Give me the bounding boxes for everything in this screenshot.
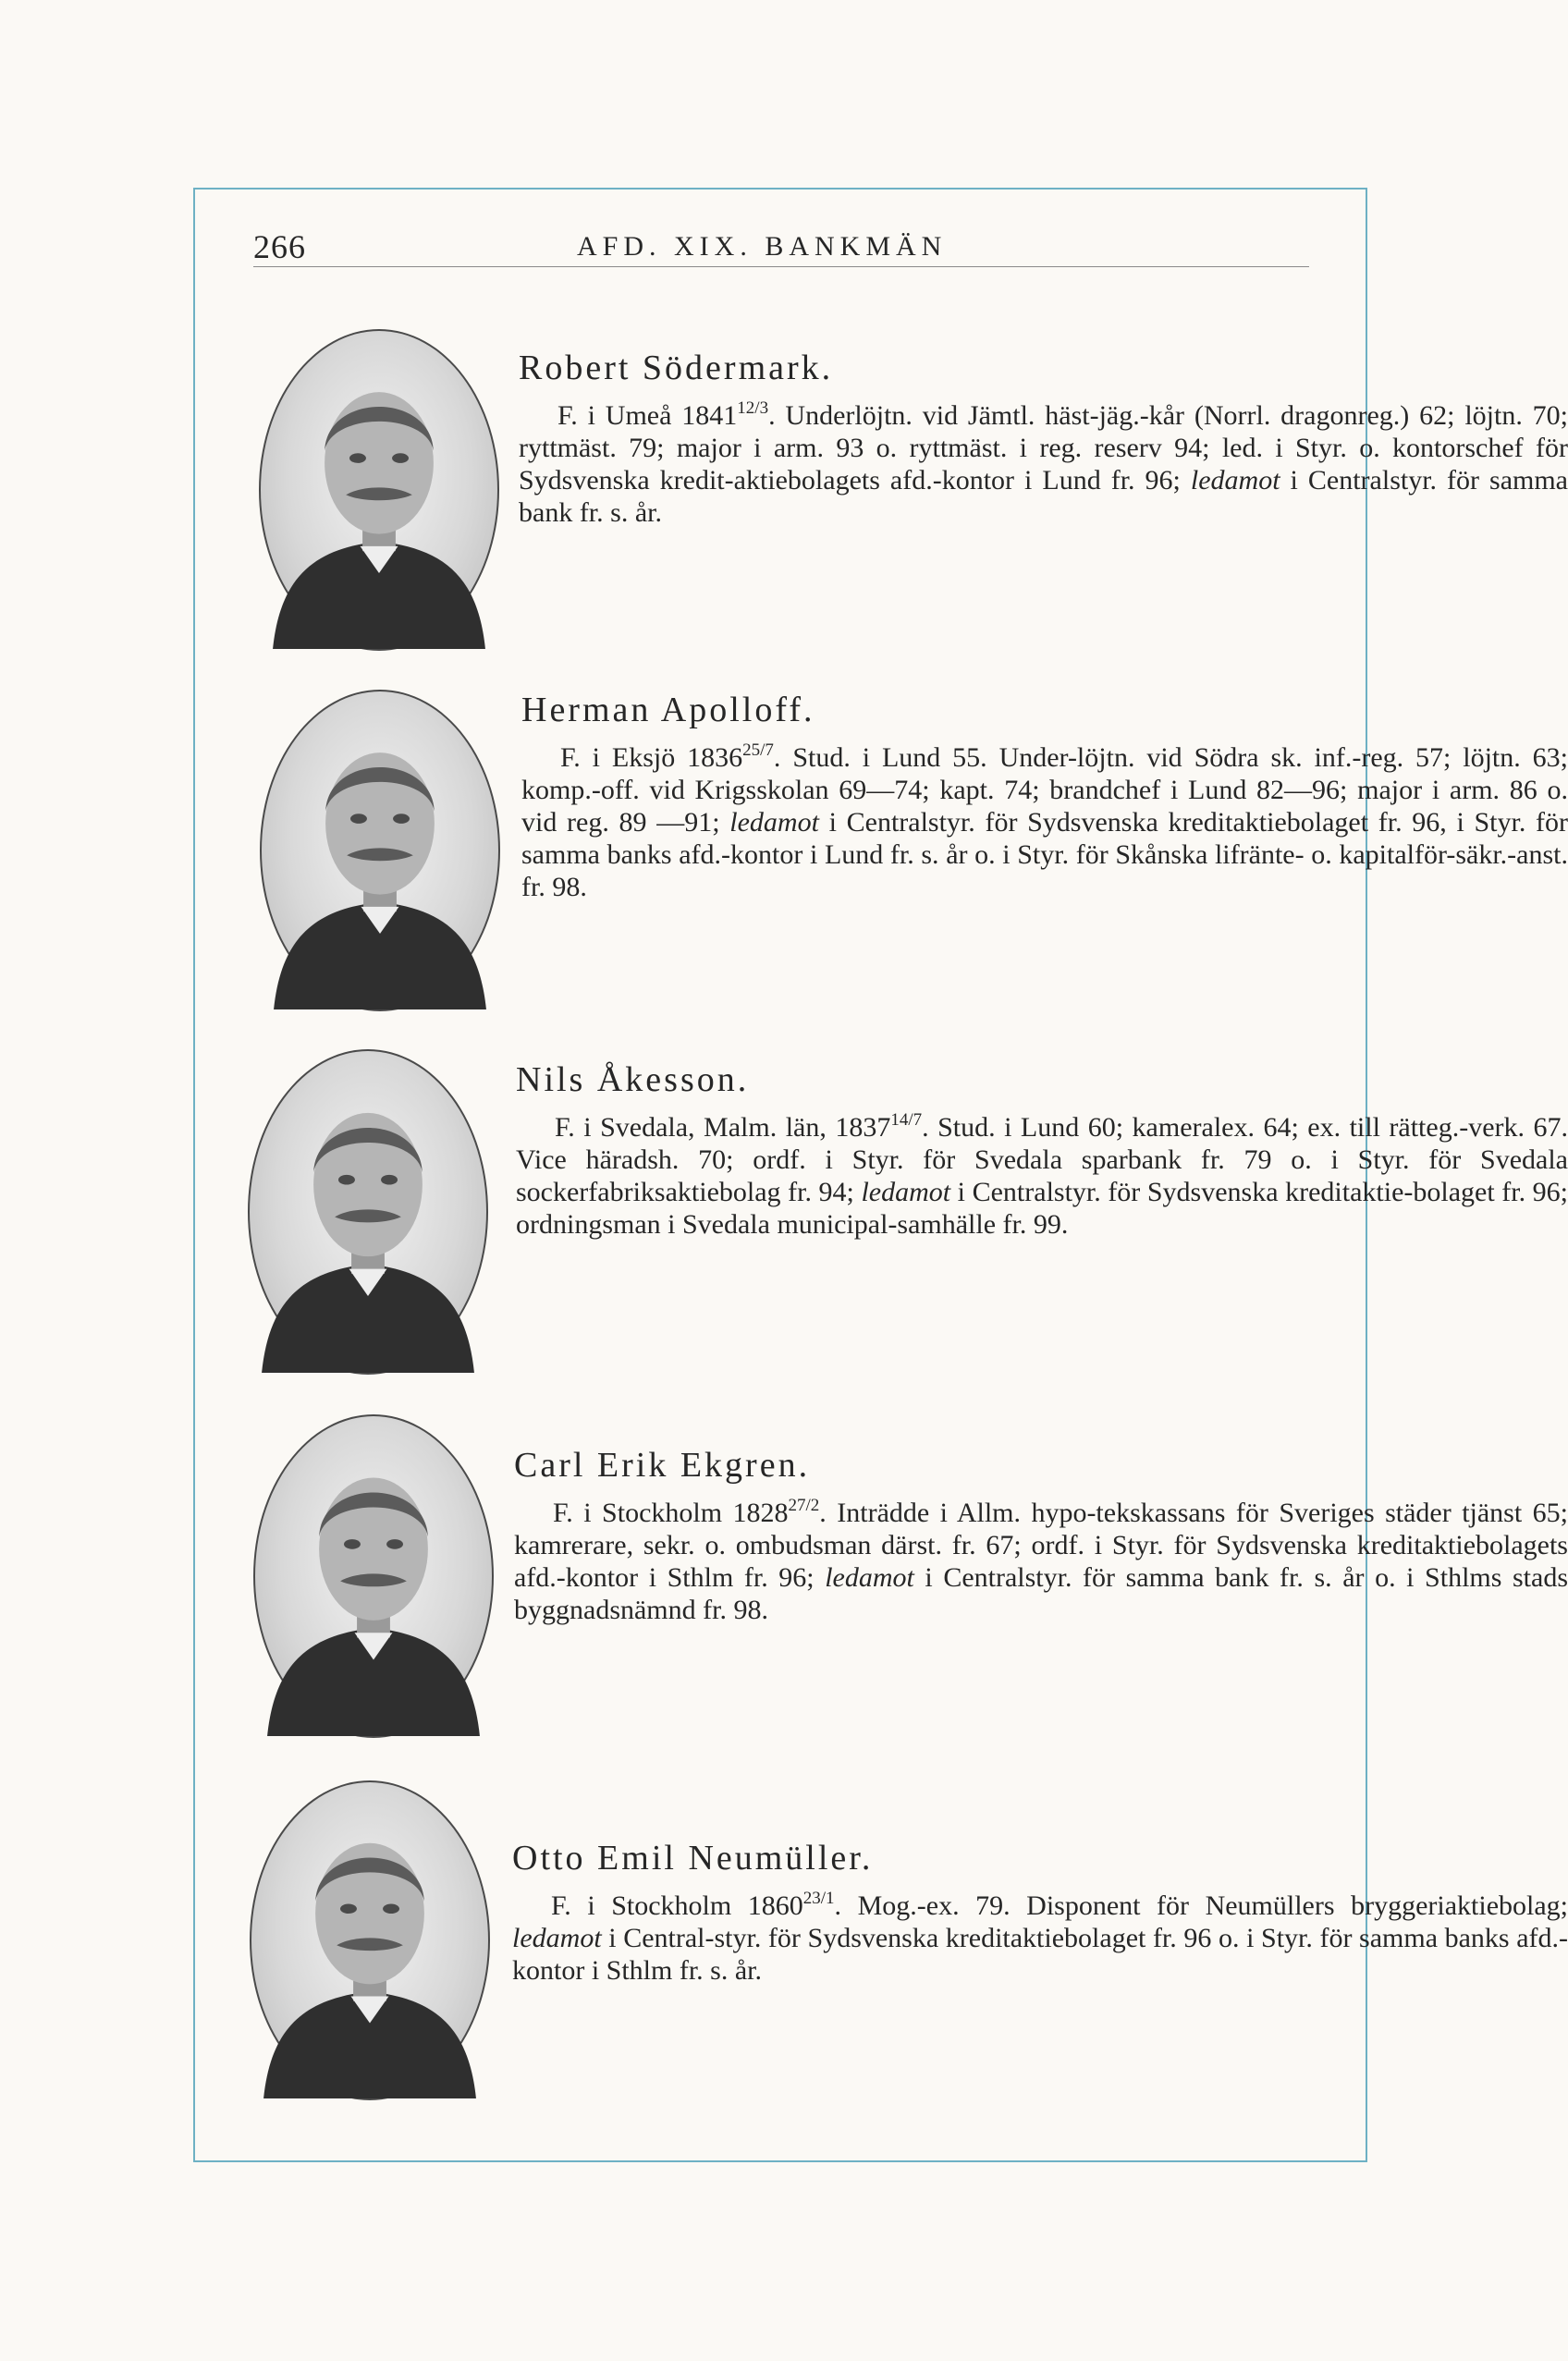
portrait-photo — [253, 1414, 494, 1738]
portrait-photo — [250, 1780, 490, 2100]
portrait-photo — [259, 329, 499, 651]
person-name: Carl Erik Ekgren. — [514, 1446, 811, 1485]
section-title: AFD. XIX. BANKMÄN — [577, 231, 948, 262]
biography-text: F. i Svedala, Malm. län, $1837^{14/7}$. Stud. i Lund 60; kameralex. 64; ex. till rätteg.-verk. 67. Vice häradsh. 70; ordf. i Styr. för Svedala sparbank fr. 79 o. i Styr. för Svedala sockerfabriksaktiebolag fr. 94; ledamot i Centralstyr. för Sydsvenska kreditaktie-bolaget fr. 96; ordningsman i Svedala municipal-samhälle fr. 99. — [516, 1110, 1568, 1240]
biography-text: F. i Stockholm $1860^{23/1}$. Mog.-ex. 79. Disponent för Neumüllers bryggeriaktiebolag; ledamot i Central-styr. för Sydsvenska kreditaktiebolaget fr. 96 o. i Styr. för samma banks afd.-kontor i Sthlm fr. s. år. — [512, 1889, 1568, 1986]
portrait-photo — [260, 690, 500, 1011]
portrait-photo — [248, 1049, 488, 1375]
running-header — [253, 224, 1309, 267]
person-name: Nils Åkesson. — [516, 1060, 750, 1099]
person-name: Robert Södermark. — [519, 349, 834, 387]
person-name: Herman Apolloff. — [521, 691, 815, 729]
person-name: Otto Emil Neumüller. — [512, 1839, 874, 1878]
biography-text: F. i Umeå $1841^{12/3}$. Underlöjtn. vid Jämtl. häst-jäg.-kår (Norrl. dragonreg.) 62; löjtn. 70; ryttmäst. 79; major i arm. 93 o. ryttmäst. i reg. reserv 94; led. i Styr. o. kontorschef för Sydsvenska kredit-aktiebolagets afd.-kontor i Lund fr. 96; ledamot i Centralstyr. för samma bank fr. s. år. — [519, 398, 1568, 528]
biography-text: F. i Stockholm $1828^{27/2}$. Inträdde i Allm. hypo-tekskassans för Sveriges städer tjänst 65; kamrerare, sekr. o. ombudsman därst. fr. 67; ordf. i Styr. för Sydsvenska kreditaktiebolagets afd.-kontor i Sthlm fr. 96; ledamot i Centralstyr. för samma bank fr. s. år o. i Sthlms stads byggnadsnämnd fr. 98. — [514, 1496, 1568, 1625]
page-number: 266 — [253, 228, 306, 265]
biography-text: F. i Eksjö $1836^{25/7}$. Stud. i Lund 55. Under-löjtn. vid Södra sk. inf.-reg. 57; löjtn. 63; komp.-off. vid Krigsskolan 69—74; kapt. 74; brandchef i Lund 82—96; major i arm. 86 o. vid reg. 89 —91; ledamot i Centralstyr. för Sydsvenska kreditaktiebolaget fr. 96, i Styr. för samma banks afd.-kontor i Lund fr. s. år o. i Styr. för Skånska lifränte- o. kapitalför-säkr.-anst. fr. 98. — [521, 740, 1568, 902]
